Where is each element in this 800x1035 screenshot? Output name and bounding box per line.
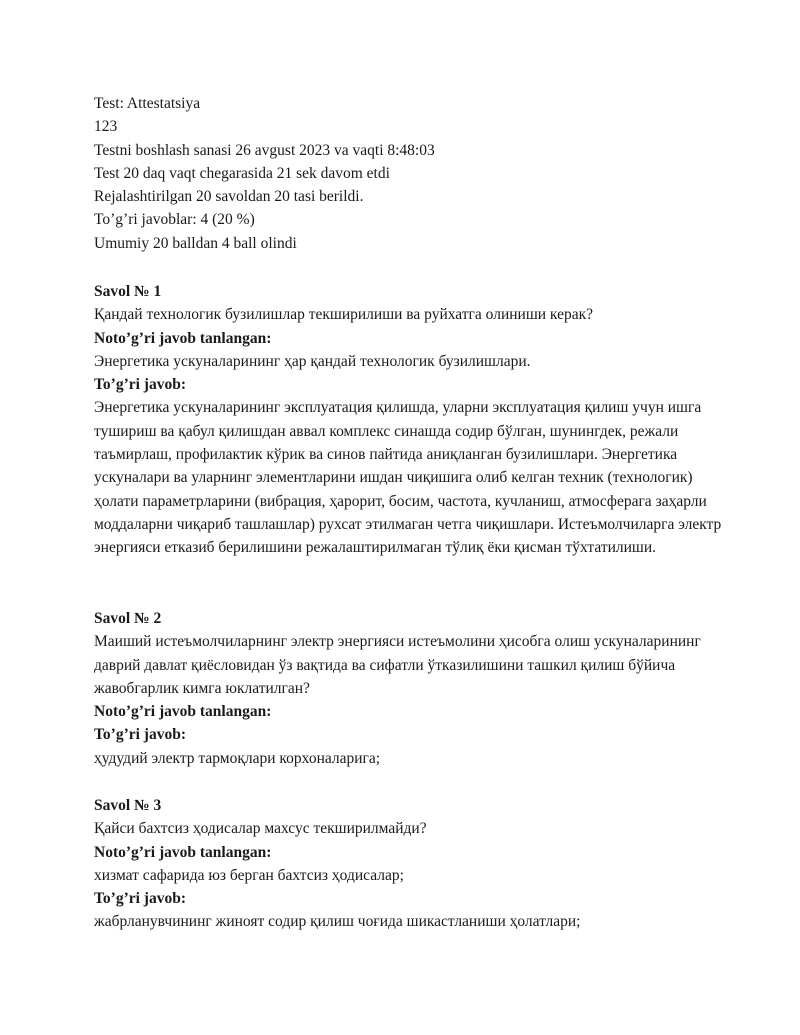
question-block-1: [94, 280, 734, 560]
question-title: Savol № 2: [94, 610, 162, 627]
question-block-2: [94, 607, 734, 770]
wrong-answer-text: хизмат сафарида юз берган бахтсиз ҳодисалар;: [94, 866, 404, 884]
score-info: Umumiy 20 balldan 4 ball olindi: [94, 234, 297, 252]
correct-answer-text: жабрланувчининг жиноят содир қилиш чоғида шикастланиши ҳолатлари;: [94, 913, 581, 931]
wrong-answer-label: Noto’g’ri javob tanlangan:: [94, 703, 272, 721]
question-text: Маиший истеъмолчиларнинг электр энергияси истеъмолини ҳисобга олиш ускуналарининг даврий давлат қиёсловидан ўз вақтида ва сифатли ўтказилишини ташкил қилиш бўйича жавобгарлик кимга юклатилган?: [94, 633, 701, 697]
question-title: Savol № 1: [94, 283, 162, 300]
start-info: Testni boshlash sanasi 26 avgust 2023 va vaqti 8:48:03: [94, 141, 435, 159]
question-block-3: [94, 794, 734, 934]
correct-info: To’g’ri javoblar: 4 (20 %): [94, 211, 255, 229]
question-title: Savol № 3: [94, 797, 162, 814]
test-summary: [94, 92, 435, 255]
correct-answer-text: ҳудудий электр тармоқлари корхоналарига;: [94, 749, 381, 767]
wrong-answer-text: Энергетика ускуналарининг ҳар қандай технологик бузилишлари.: [94, 352, 531, 370]
correct-answer-label: To’g’ri javob:: [94, 726, 186, 744]
wrong-answer-label: Noto’g’ri javob tanlangan:: [94, 329, 272, 347]
wrong-answer-label: Noto’g’ri javob tanlangan:: [94, 843, 272, 861]
questions-info: Rejalashtirilgan 20 savoldan 20 tasi berildi.: [94, 188, 364, 206]
test-name: Test: Attestatsiya: [94, 95, 201, 112]
duration-info: Test 20 daq vaqt chegarasida 21 sek davom etdi: [94, 164, 390, 182]
correct-answer-label: To’g’ri javob:: [94, 376, 186, 394]
question-text: Қандай технологик бузилишлар текширилиши ва руйхатга олиниши керак?: [94, 306, 593, 324]
correct-answer-text: Энергетика ускуналарининг эксплуатация қилишда, уларни эксплуатация қилиш учун ишга тушириш ва қабул қилишдан аввал комплекс синашда содир бўлган, шунингдек, режали таъмирлаш, профилактик кўрик ва синов пайтида аниқланган бузилишлари. Энергетика ускуналари ва уларнинг элементларини ишдан чиқишига олиб келган техник (технологик) ҳолати параметрларини (вибрация, ҳарорит, босим, частота, кучланиш, атмосферага заҳарли моддаларни чиқариб ташлашлар) рухсат этилмаган четга чиқишлари. Истеъмолчиларга электр энергияси етказиб берилишини режалаштирилмаган тўлиқ ёки қисман тўхтатилиши.: [94, 399, 722, 557]
test-code: 123: [94, 118, 118, 136]
correct-answer-label: To’g’ri javob:: [94, 890, 186, 908]
question-text: Қайси бахтсиз ҳодисалар махсус текширилмайди?: [94, 820, 427, 838]
